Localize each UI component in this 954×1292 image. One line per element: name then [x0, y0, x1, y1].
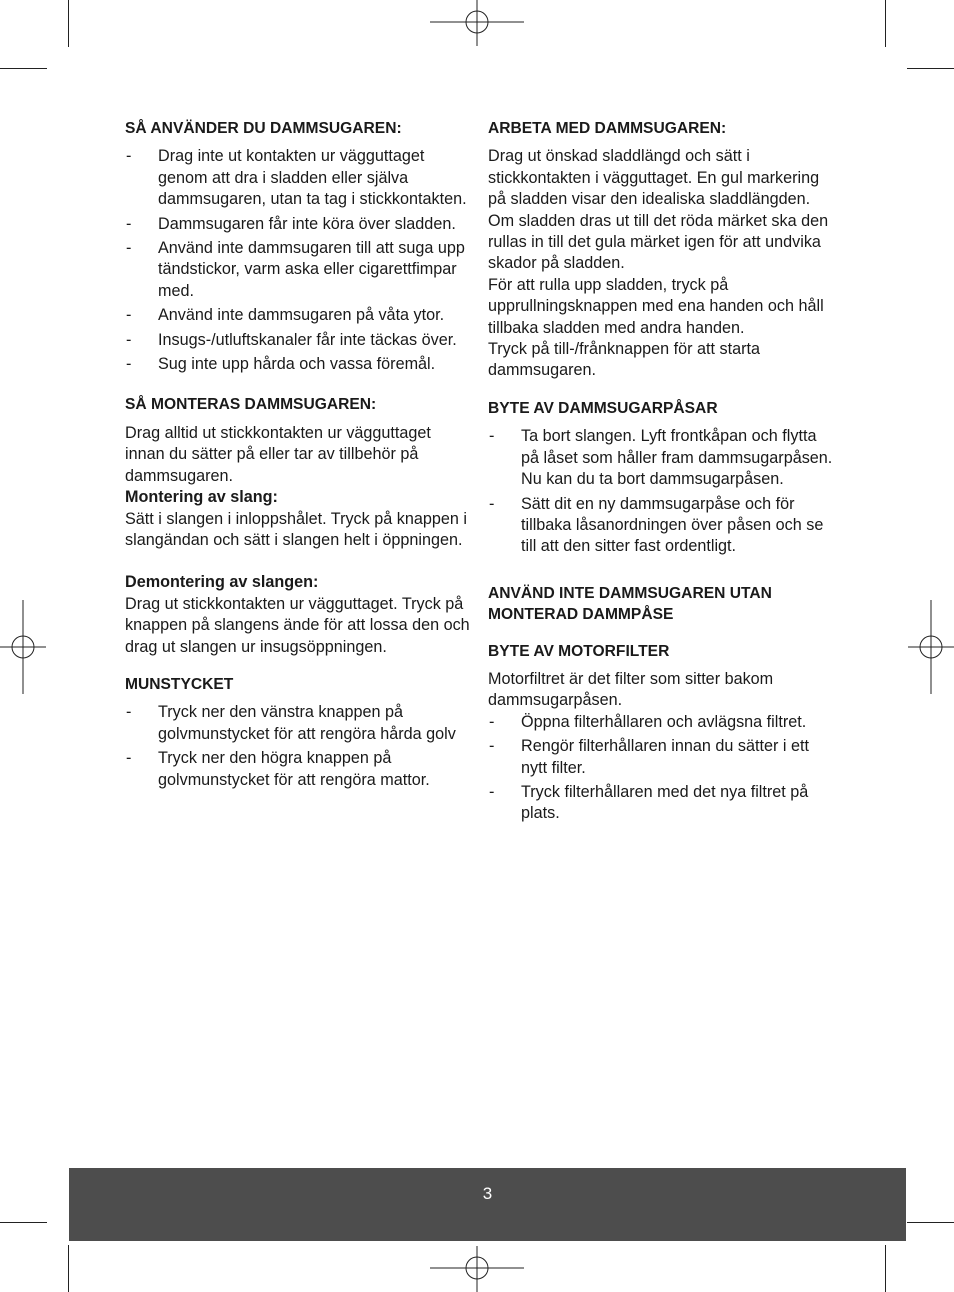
paragraph: Drag ut önskad sladdlängd och sätt i stickkontakten i vägguttaget. En gul markering på sladden visar den idealiska sladdlängden. Om sladden dras ut till det röda märket ska den rullas in till det gula märket igen för att undvika skador på sladden.	[488, 147, 829, 273]
list-item: - Drag inte ut kontakten ur vägguttaget genom att dra i sladden eller själva dammsugaren, utan ta tag i stickkontakten.	[125, 146, 470, 210]
usage-list	[125, 146, 470, 375]
paragraph: Drag alltid ut stickkontakten ur vägguttaget innan du sätter på eller tar av tillbehör på dammsugaren.	[125, 423, 431, 485]
bag-list	[488, 426, 833, 557]
subheading: Montering av slang:	[125, 488, 278, 507]
list-item: - Rengör filterhållaren innan du sätter i ett nytt filter.	[488, 736, 833, 779]
section-heading: ARBETA MED DAMMSUGAREN:	[488, 120, 727, 137]
section-heading: MUNSTYCKET	[125, 675, 234, 693]
paragraph: För att rulla upp sladden, tryck på upprullningsknappen med ena handen och håll tillbaka sladden med andra handen.	[488, 275, 824, 337]
right-column	[488, 118, 833, 828]
left-column	[125, 118, 470, 794]
warning-heading-line: MONTERAD DAMMPÅSE	[488, 606, 674, 624]
subheading: Demontering av slangen:	[125, 573, 319, 592]
paragraph: Tryck på till-/frånknappen för att starta dammsugaren.	[488, 340, 761, 380]
crop-mark	[68, 0, 69, 47]
crop-mark	[0, 1222, 47, 1223]
section-heading: SÅ ANVÄNDER DU DAMMSUGAREN:	[125, 120, 402, 137]
filter-list	[488, 712, 833, 825]
list-item: - Sätt dit en ny dammsugarpåse och för tillbaka låsanordningen över påsen och se till att den sitter fast ordentligt.	[488, 494, 833, 558]
section-heading: BYTE AV DAMMSUGARPÅSAR	[488, 399, 718, 417]
list-item: - Tryck ner den vänstra knappen på golvmunstycket för att rengöra hårda golv	[125, 702, 470, 745]
registration-mark-top	[430, 0, 524, 46]
section-heading: SÅ MONTERAS DAMMSUGAREN:	[125, 396, 377, 414]
list-item: - Tryck ner den högra knappen på golvmunstycket för att rengöra mattor.	[125, 748, 470, 791]
list-item: - Ta bort slangen. Lyft frontkåpan och flytta på låset som håller fram dammsugarpåsen. Nu kan du ta bort dammsugarpåsen.	[488, 426, 833, 490]
registration-mark-bottom	[430, 1246, 524, 1292]
paragraph: Sätt i slangen i inloppshålet. Tryck på knappen i slangändan och sätt i slangen helt i öppningen.	[125, 509, 467, 549]
crop-mark	[68, 1245, 69, 1292]
nozzle-list	[125, 702, 470, 791]
list-item: - Använd inte dammsugaren till att suga upp tändstickor, varm aska eller cigarettfimpar med.	[125, 238, 470, 302]
list-item: - Öppna filterhållaren och avlägsna filtret.	[488, 712, 833, 733]
section-heading: BYTE AV MOTORFILTER	[488, 642, 670, 660]
list-item: - Sug inte upp hårda och vassa föremål.	[125, 354, 470, 375]
crop-mark	[907, 1222, 954, 1223]
list-item: - Tryck filterhållaren med det nya filtret på plats.	[488, 782, 833, 825]
registration-mark-right	[908, 600, 954, 694]
warning-heading	[488, 583, 833, 626]
crop-mark	[885, 0, 886, 47]
page-number: 3	[482, 1184, 493, 1203]
list-item: - Dammsugaren får inte köra över sladden.	[125, 214, 470, 235]
registration-mark-left	[0, 600, 46, 694]
warning-heading-line: ANVÄND INTE DAMMSUGAREN UTAN	[488, 584, 772, 602]
footer-bar	[69, 1168, 906, 1241]
paragraph: Motorfiltret är det filter som sitter bakom dammsugarpåsen.	[488, 669, 774, 710]
crop-mark	[907, 68, 954, 69]
list-item: - Använd inte dammsugaren på våta ytor.	[125, 305, 470, 326]
crop-mark	[885, 1245, 886, 1292]
crop-mark	[0, 68, 47, 69]
paragraph: Drag ut stickkontakten ur vägguttaget. Tryck på knappen på slangens ände för att lossa den och drag ut slangen ur insugsöppningen.	[125, 594, 470, 656]
list-item: - Insugs-/utluftskanaler får inte täckas över.	[125, 330, 470, 351]
